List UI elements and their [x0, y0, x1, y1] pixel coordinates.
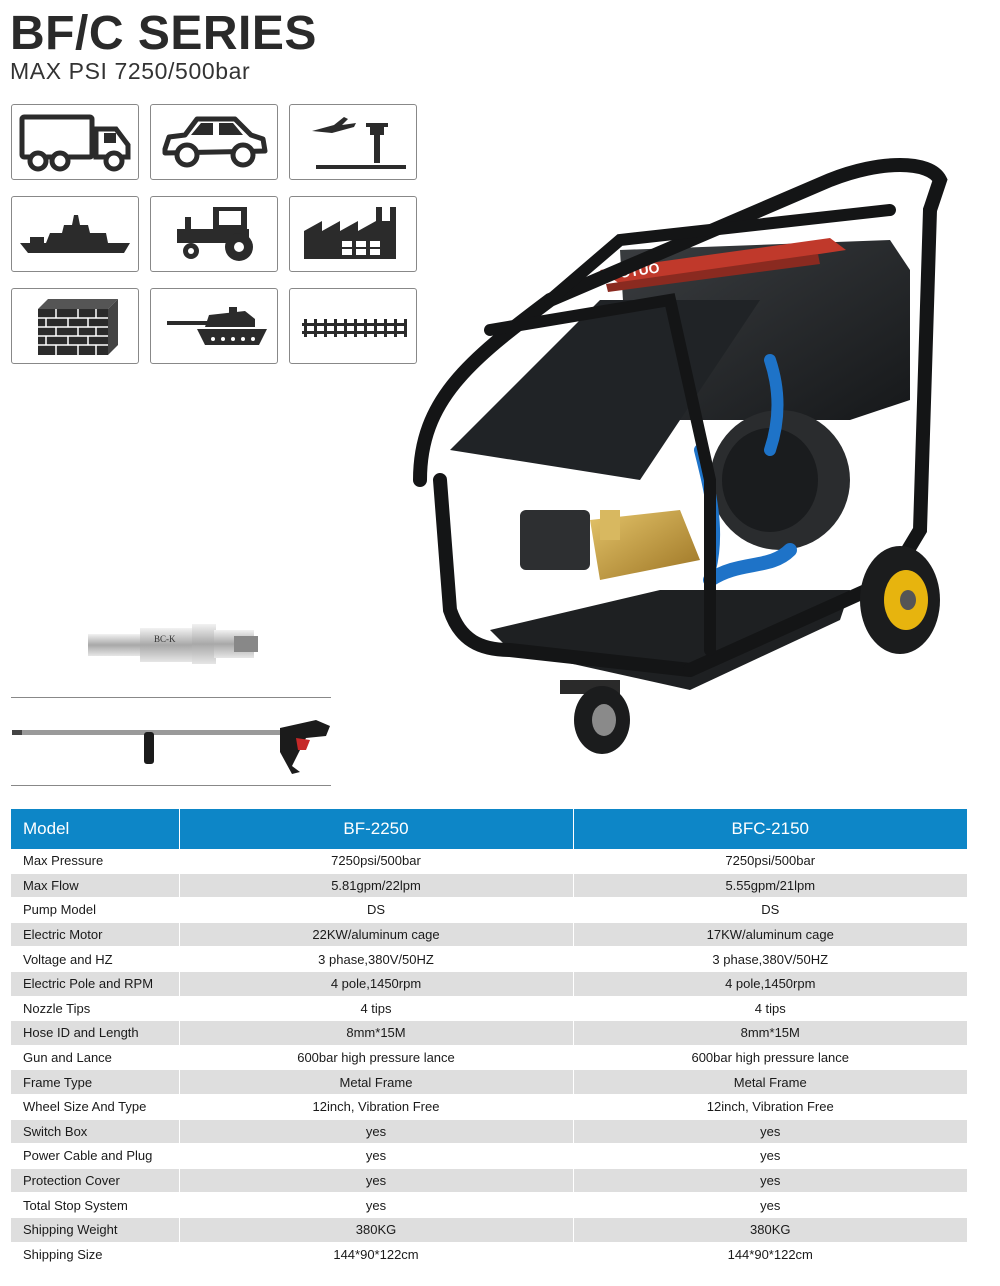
spec-label: Max Flow [11, 873, 179, 898]
spec-value: yes [179, 1144, 573, 1169]
spec-value: Metal Frame [179, 1070, 573, 1095]
fence-icon [289, 288, 417, 364]
spec-table-header [11, 809, 967, 849]
spec-value: yes [179, 1193, 573, 1218]
spec-value: 4 pole,1450rpm [179, 971, 573, 996]
spec-value: DS [179, 898, 573, 923]
spec-value: yes [573, 1193, 967, 1218]
spec-value: yes [179, 1119, 573, 1144]
spec-value: 4 pole,1450rpm [573, 971, 967, 996]
spec-value: 4 tips [179, 996, 573, 1021]
spec-value: DS [573, 898, 967, 923]
spec-label: Pump Model [11, 898, 179, 923]
spec-label: Shipping Weight [11, 1217, 179, 1242]
header-bfc-2150: BFC-2150 [573, 809, 967, 849]
table-row [11, 971, 967, 996]
table-row [11, 1217, 967, 1242]
spec-value: 8mm*15M [573, 1021, 967, 1046]
spec-value: Metal Frame [573, 1070, 967, 1095]
spec-label: Frame Type [11, 1070, 179, 1095]
spec-label: Shipping Size [11, 1242, 179, 1267]
spec-value: 4 tips [573, 996, 967, 1021]
brick-wall-icon [11, 288, 139, 364]
spec-label: Voltage and HZ [11, 947, 179, 972]
table-row [11, 849, 967, 873]
spec-label: Switch Box [11, 1119, 179, 1144]
table-row [11, 996, 967, 1021]
machine-brand-label: OTUO [618, 259, 661, 281]
spec-label: Gun and Lance [11, 1045, 179, 1070]
spec-value: 17KW/aluminum cage [573, 922, 967, 947]
spec-value: 144*90*122cm [573, 1242, 967, 1267]
spec-value: 3 phase,380V/50HZ [179, 947, 573, 972]
page-title: BF/C SERIES [10, 7, 317, 60]
spec-value: 5.55gpm/21lpm [573, 873, 967, 898]
table-row [11, 1070, 967, 1095]
application-icon-grid [11, 104, 423, 366]
table-row [11, 898, 967, 923]
divider-bottom [11, 785, 331, 786]
table-row [11, 1045, 967, 1070]
spec-label: Max Pressure [11, 849, 179, 873]
spec-label: Total Stop System [11, 1193, 179, 1218]
tractor-icon [150, 196, 278, 272]
table-row [11, 1144, 967, 1169]
pressure-washer-image [410, 150, 970, 770]
car-icon [150, 104, 278, 180]
spec-label: Hose ID and Length [11, 1021, 179, 1046]
spec-value: 380KG [573, 1217, 967, 1242]
truck-icon [11, 104, 139, 180]
spec-value: 12inch, Vibration Free [179, 1094, 573, 1119]
spec-label: Nozzle Tips [11, 996, 179, 1021]
spec-label: Power Cable and Plug [11, 1144, 179, 1169]
spec-value: 380KG [179, 1217, 573, 1242]
spec-label: Wheel Size And Type [11, 1094, 179, 1119]
table-row [11, 947, 967, 972]
spec-label: Electric Pole and RPM [11, 971, 179, 996]
spec-label: Protection Cover [11, 1168, 179, 1193]
spec-value: yes [179, 1168, 573, 1193]
table-row [11, 1119, 967, 1144]
spec-table [11, 809, 967, 1267]
spec-value: 12inch, Vibration Free [573, 1094, 967, 1119]
spec-value: yes [573, 1119, 967, 1144]
table-row [11, 922, 967, 947]
header-bf-2250: BF-2250 [179, 809, 573, 849]
table-row [11, 1021, 967, 1046]
spec-value: 8mm*15M [179, 1021, 573, 1046]
factory-icon [289, 196, 417, 272]
table-row [11, 1094, 967, 1119]
spec-value: yes [573, 1168, 967, 1193]
divider-top [11, 697, 331, 698]
spec-label: Electric Motor [11, 922, 179, 947]
page-subtitle: MAX PSI 7250/500bar [10, 58, 251, 84]
table-row [11, 1193, 967, 1218]
ship-icon [11, 196, 139, 272]
table-row [11, 873, 967, 898]
spec-value: 5.81gpm/22lpm [179, 873, 573, 898]
spec-value: 7250psi/500bar [179, 849, 573, 873]
spec-value: 144*90*122cm [179, 1242, 573, 1267]
table-row [11, 1242, 967, 1267]
spec-value: 7250psi/500bar [573, 849, 967, 873]
spec-value: 600bar high pressure lance [573, 1045, 967, 1070]
airport-icon [289, 104, 417, 180]
tank-icon [150, 288, 278, 364]
spec-value: 22KW/aluminum cage [179, 922, 573, 947]
spec-value: yes [573, 1144, 967, 1169]
header-model: Model [11, 809, 179, 849]
spray-lance-image [10, 706, 340, 786]
spec-value: 600bar high pressure lance [179, 1045, 573, 1070]
nozzle-label: BC-K [154, 634, 176, 644]
spec-value: 3 phase,380V/50HZ [573, 947, 967, 972]
table-row [11, 1168, 967, 1193]
nozzle-image [84, 612, 264, 676]
